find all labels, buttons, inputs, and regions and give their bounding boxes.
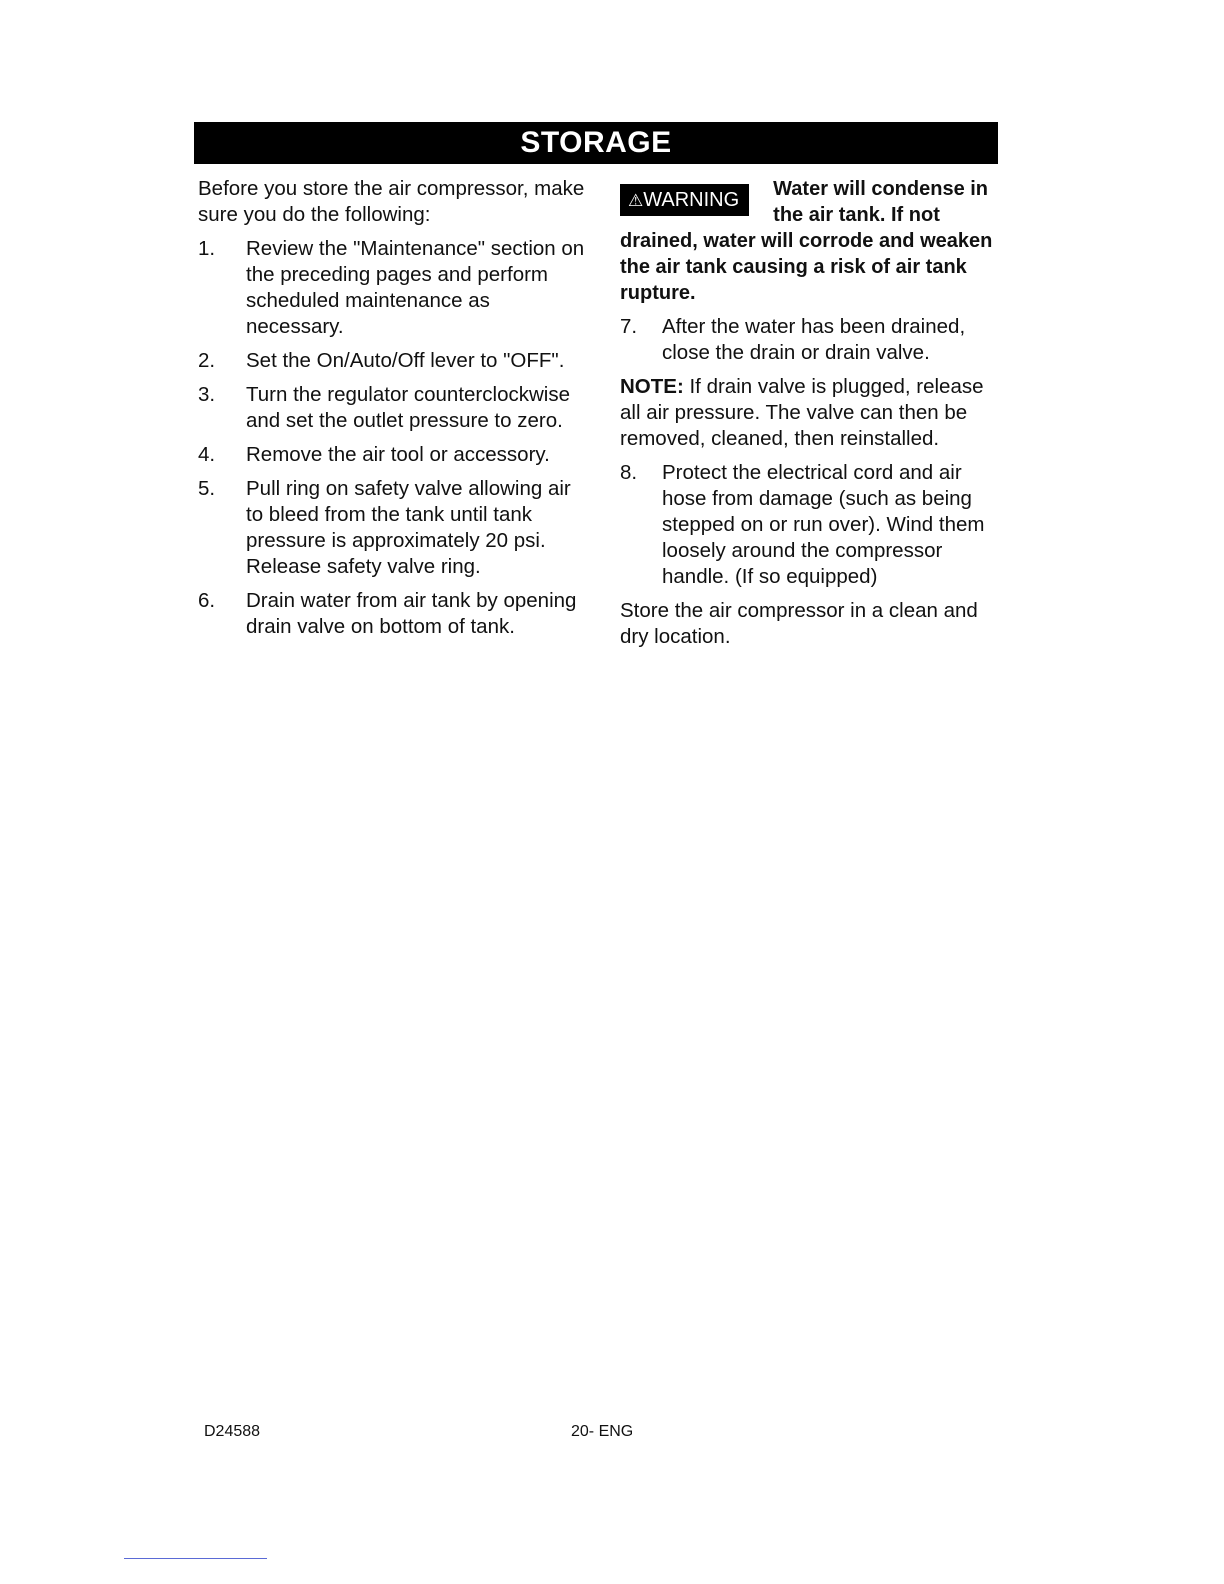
intro-text: Before you store the air compressor, make sure you do the following: xyxy=(198,177,585,226)
step-text: After the water has been drained, close the drain or drain valve. xyxy=(662,315,966,364)
step-text: Set the On/Auto/Off lever to "OFF". xyxy=(246,349,565,372)
closing-text: Store the air compressor in a clean and dry location. xyxy=(620,599,978,648)
step-number: 3. xyxy=(198,383,216,406)
section-title: STORAGE xyxy=(520,126,672,159)
step-text: Drain water from air tank by opening drain valve on bottom of tank. xyxy=(246,589,577,638)
section-title-banner xyxy=(194,122,998,164)
list-item xyxy=(198,442,588,468)
warning-badge xyxy=(620,184,749,216)
step-text: Protect the electrical cord and air hose from damage (such as being stepped on or run over). Wind them loosely around the compressor handle. (If so equipped) xyxy=(662,461,985,588)
note-text: If drain valve is plugged, release all air pressure. The valve can then be removed, cleaned, then reinstalled. xyxy=(620,375,984,450)
note-label: NOTE: xyxy=(620,375,684,398)
list-item xyxy=(620,460,1005,590)
list-item xyxy=(198,382,588,434)
drain-steps-list xyxy=(620,314,1005,366)
protect-steps-list xyxy=(620,460,1005,590)
note xyxy=(620,374,1005,452)
bottom-rule xyxy=(124,1558,267,1559)
warning-head xyxy=(620,176,1005,306)
right-column xyxy=(620,176,1005,650)
step-number: 7. xyxy=(620,315,638,338)
warning-triangle-icon: ⚠ xyxy=(628,191,644,210)
step-number: 1. xyxy=(198,237,216,260)
step-text: Turn the regulator counterclockwise and set the outlet pressure to zero. xyxy=(246,383,570,432)
warning-text: Water will condense in the air tank. If not drained, water will corrode and weaken the air tank causing a risk of air tank rupture. xyxy=(620,178,993,304)
left-column xyxy=(198,176,588,648)
list-item xyxy=(620,314,1005,366)
step-number: 4. xyxy=(198,443,216,466)
step-number: 2. xyxy=(198,349,216,372)
step-number: 5. xyxy=(198,477,216,500)
page-number: 20- ENG xyxy=(571,1423,634,1440)
step-text: Review the "Maintenance" section on the preceding pages and perform scheduled maintenance as necessary. xyxy=(246,237,585,338)
step-number: 8. xyxy=(620,461,638,484)
warning-block xyxy=(620,176,1005,306)
list-item xyxy=(198,588,588,640)
list-item xyxy=(198,476,588,580)
step-text: Remove the air tool or accessory. xyxy=(246,443,550,466)
list-item xyxy=(198,348,588,374)
step-text: Pull ring on safety valve allowing air to bleed from the tank until tank pressure is approximately 20 psi. Release safety valve ring. xyxy=(246,477,571,578)
list-item xyxy=(198,236,588,340)
warning-label: WARNING xyxy=(643,189,740,211)
step-number: 6. xyxy=(198,589,216,612)
storage-steps-list xyxy=(198,236,588,640)
document-code: D24588 xyxy=(204,1423,261,1440)
